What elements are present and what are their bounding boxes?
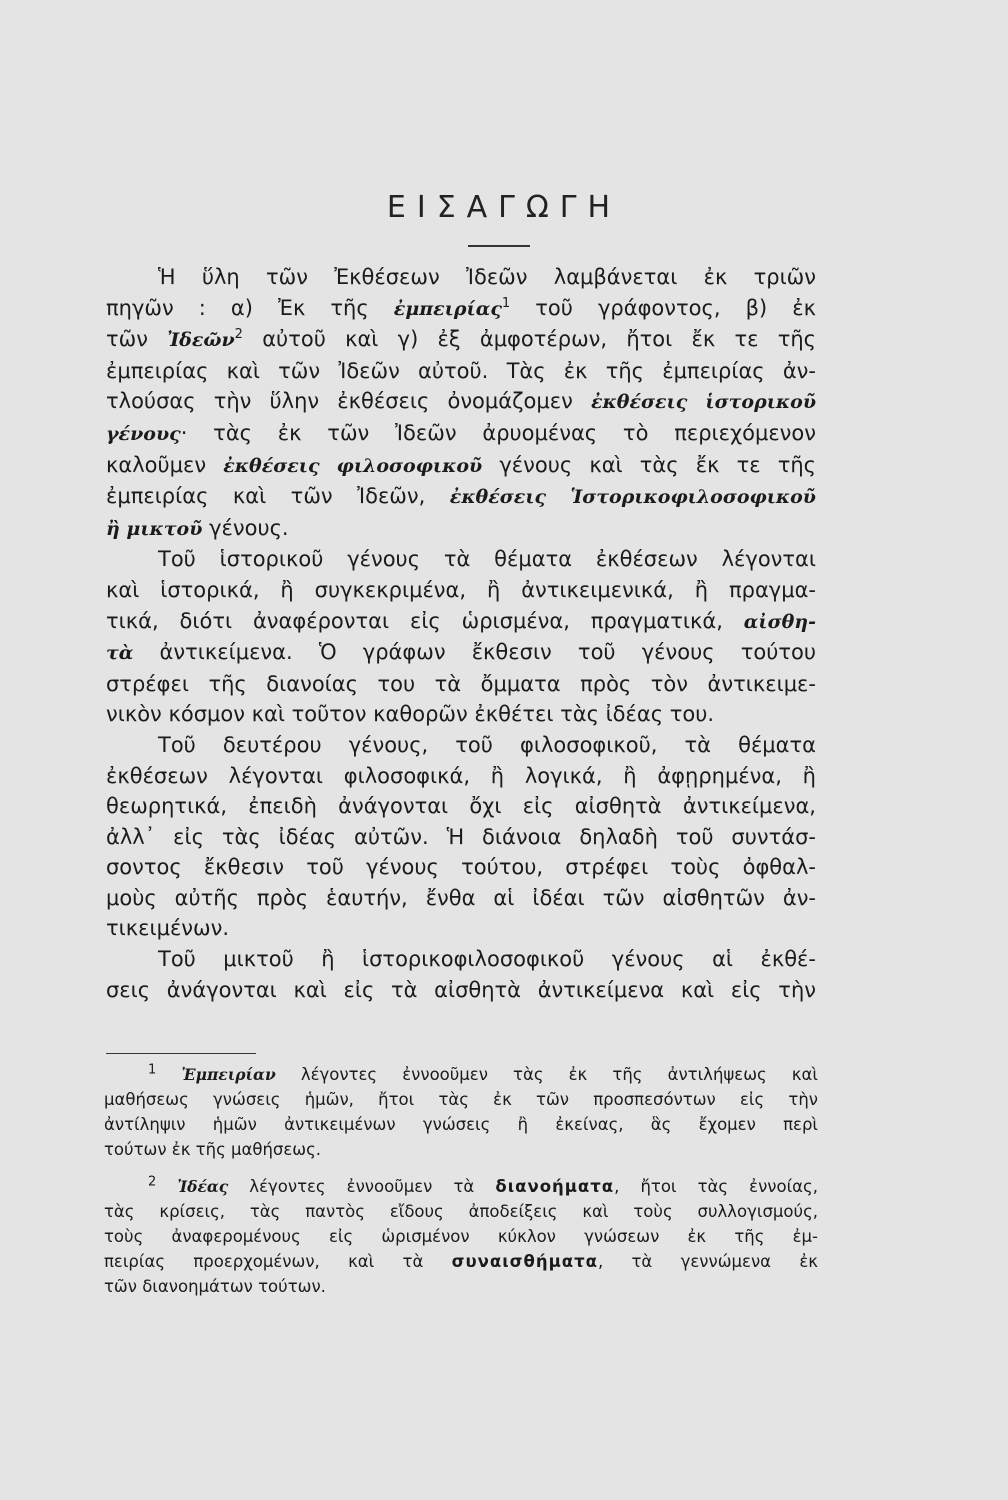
emphasis-philosophical: ἐκθέσεις φιλοσοφικοῦ xyxy=(223,454,483,477)
text: λέγοντες ἐννοοῦμεν τὰ xyxy=(228,1177,496,1196)
text: ἐμπειρίας καὶ τῶν Ἰδεῶν, xyxy=(106,484,450,509)
paragraph-1-line-8 xyxy=(106,481,816,513)
text: σεις ἀνάγονται καὶ εἰς τὰ αἰσθητὰ ἀντικείμενα καὶ εἰς τὴν xyxy=(106,977,816,1002)
footnote-2-line-5 xyxy=(104,1274,818,1299)
text: θεωρητικά, ἐπειδὴ ἀνάγονται ὄχι εἰς αἰσθητὰ ἀντικείμενα, xyxy=(106,794,816,819)
footnote-1 xyxy=(104,1062,818,1162)
text: αὐτοῦ καὶ γ) ἐξ ἀμφοτέρων, ἤτοι ἔκ τε τῆς xyxy=(242,327,816,352)
text: πειρίας προερχομένων, καὶ τὰ xyxy=(104,1252,452,1271)
paragraph-3-line-2 xyxy=(106,761,816,792)
paragraph-3-line-7 xyxy=(106,913,816,944)
text: στρέφει τῆς διανοίας του τὰ ὄμματα πρὸς τὸν ἀντικειμε- xyxy=(106,671,816,696)
paragraph-1-line-1 xyxy=(106,262,816,293)
footnote-ref-2: 2 xyxy=(234,327,243,343)
text: , ἤτοι τὰς ἐννοίας, xyxy=(614,1177,818,1196)
text: καλοῦμεν xyxy=(106,452,224,477)
paragraph-2-line-5 xyxy=(106,669,816,700)
emphasis-mixed: ἢ μικτοῦ xyxy=(106,517,203,540)
text: ἀντίληψιν ἡμῶν ἀντικειμένων γνώσεις ἢ ἐκείνας, ἃς ἔχομεν περὶ xyxy=(104,1115,818,1134)
paragraph-1-line-5 xyxy=(106,386,816,418)
footnote-strong-term: διανοήματα xyxy=(495,1177,615,1196)
text: τὰς κρίσεις, τὰς παντὸς εἴδους ἀποδείξεις καὶ τοὺς συλλογισμούς, xyxy=(104,1202,818,1221)
paragraph-2-line-4 xyxy=(106,637,816,669)
footnote-2-line-1 xyxy=(104,1174,818,1199)
paragraph-4-line-1 xyxy=(106,944,816,975)
text: ἐμπειρίας καὶ τῶν Ἰδεῶν αὐτοῦ. Τὰς ἐκ τῆς ἐμπειρίας ἀν- xyxy=(106,358,816,383)
text: Τοῦ μικτοῦ ἢ ἱστορικοφιλοσοφικοῦ γένους αἱ ἐκθέ- xyxy=(158,947,816,972)
text: γένους καὶ τὰς ἔκ τε τῆς xyxy=(482,452,817,477)
footnotes xyxy=(104,1062,818,1311)
paragraph-1-line-9 xyxy=(106,513,816,545)
text: γένους. xyxy=(202,515,289,540)
text: καὶ ἱστορικά, ἢ συγκεκριμένα, ἢ ἀντικειμενικά, ἢ πραγμα- xyxy=(106,577,816,602)
emphasis-historico-philosophical: ἐκθέσεις Ἱστορικοφιλοσοφικοῦ xyxy=(449,486,816,509)
footnote-term: Ἐμπειρίαν xyxy=(181,1065,276,1084)
text: μαθήσεως γνώσεις ἡμῶν, ἤτοι τὰς ἐκ τῶν προσπεσόντων εἰς τὴν xyxy=(104,1090,818,1109)
text: , τὰ γεννώμενα ἐκ xyxy=(597,1252,818,1271)
text: σοντος ἔκθεσιν τοῦ γένους τούτου, στρέφει τοὺς ὀφθαλ- xyxy=(106,855,816,880)
paragraph-1-line-3 xyxy=(106,324,816,356)
paragraph-1-line-2 xyxy=(106,293,816,325)
emphasis-genre: γένους xyxy=(106,422,181,445)
text: μοὺς αὐτῆς πρὸς ἑαυτήν, ἔνθα αἱ ἰδέαι τῶν αἰσθητῶν ἀν- xyxy=(106,885,816,910)
title-divider xyxy=(468,245,530,247)
footnote-2-line-3 xyxy=(104,1224,818,1249)
footnote-1-line-2 xyxy=(104,1087,818,1112)
emphasis-perceptible-end: τὰ xyxy=(106,642,134,665)
text: Ἡ ὕλη τῶν Ἐκθέσεων Ἰδεῶν λαμβάνεται ἐκ τριῶν xyxy=(158,265,816,289)
paragraph-2-line-2 xyxy=(106,575,816,606)
text: · τὰς ἐκ τῶν Ἰδεῶν ἀρυομένας τὸ περιεχόμενον xyxy=(180,420,816,445)
text: τικά, διότι ἀναφέρονται εἰς ὡρισμένα, πραγματικά, xyxy=(106,608,744,633)
paragraph-4-line-2 xyxy=(106,975,816,1006)
footnote-divider xyxy=(106,1053,256,1054)
emphasis-experience: ἐμπειρίας xyxy=(393,297,502,320)
paragraph-1-line-4 xyxy=(106,356,816,387)
paragraph-1-line-6 xyxy=(106,418,816,450)
emphasis-ideas: Ἰδεῶν xyxy=(167,329,235,352)
text: νικὸν κόσμον καὶ τοῦτον καθορῶν ἐκθέτει τὰς ἰδέας του. xyxy=(106,702,715,727)
footnote-number: 2 xyxy=(148,1174,157,1190)
text: τοῦ γράφοντος, β) ἐκ xyxy=(510,295,816,320)
paragraph-3-line-6 xyxy=(106,883,816,914)
text: τῶν xyxy=(106,327,168,352)
main-text xyxy=(106,262,816,1005)
paragraph-3-line-1 xyxy=(106,730,816,761)
footnote-ref-1: 1 xyxy=(501,295,511,311)
text: ἀντικείμενα. Ὁ γράφων ἔκθεσιν τοῦ γένους τούτου xyxy=(133,640,816,665)
footnote-strong-term: συναισθήματα xyxy=(451,1252,598,1271)
paragraph-2-line-6 xyxy=(106,699,816,730)
text: Τοῦ ἱστορικοῦ γένους τὰ θέματα ἐκθέσεων λέγονται xyxy=(158,547,816,572)
paragraph-3-line-5 xyxy=(106,852,816,883)
footnote-1-line-4 xyxy=(104,1137,818,1162)
paragraph-3-line-4 xyxy=(106,822,816,853)
footnote-term: Ἰδέας xyxy=(177,1177,229,1196)
paragraph-2-line-1 xyxy=(106,544,816,575)
emphasis-perceptible: αἰσθη- xyxy=(743,610,816,633)
footnote-2 xyxy=(104,1174,818,1299)
emphasis-historical: ἐκθέσεις ἱστορικοῦ xyxy=(590,391,816,414)
footnote-1-line-1 xyxy=(104,1062,818,1087)
footnote-number: 1 xyxy=(148,1062,157,1078)
text: τλούσας τὴν ὕλην ἐκθέσεις ὀνομάζομεν xyxy=(106,389,591,414)
text: τῶν διανοημάτων τούτων. xyxy=(104,1277,326,1296)
paragraph-3-line-3 xyxy=(106,791,816,822)
text: τοὺς ἀναφερομένους εἰς ὡρισμένον κύκλον γνώσεων ἐκ τῆς ἐμ- xyxy=(104,1227,818,1246)
footnote-2-line-4 xyxy=(104,1249,818,1274)
text: τούτων ἐκ τῆς μαθήσεως. xyxy=(104,1140,322,1159)
footnote-2-line-2 xyxy=(104,1199,818,1224)
text: ἐκθέσεων λέγονται φιλοσοφικά, ἢ λογικά, ἢ ἀφῃρημένα, ἢ xyxy=(106,763,816,788)
paragraph-1-line-7 xyxy=(106,450,816,482)
text: πηγῶν : α) Ἐκ τῆς xyxy=(106,295,394,320)
text: Τοῦ δευτέρου γένους, τοῦ φιλοσοφικοῦ, τὰ θέματα xyxy=(158,732,816,757)
paragraph-2-line-3 xyxy=(106,606,816,638)
text: τικειμένων. xyxy=(106,916,230,941)
text: λέγοντες ἐννοοῦμεν τὰς ἐκ τῆς ἀντιλήψεως καὶ xyxy=(275,1065,818,1084)
text: ἀλλ᾽ εἰς τὰς ἰδέας αὐτῶν. Ἡ διάνοια δηλαδὴ τοῦ συντάσ- xyxy=(106,824,816,849)
footnote-1-line-3 xyxy=(104,1112,818,1137)
chapter-title: ΕΙΣΑΓΩΓΗ xyxy=(386,190,622,225)
